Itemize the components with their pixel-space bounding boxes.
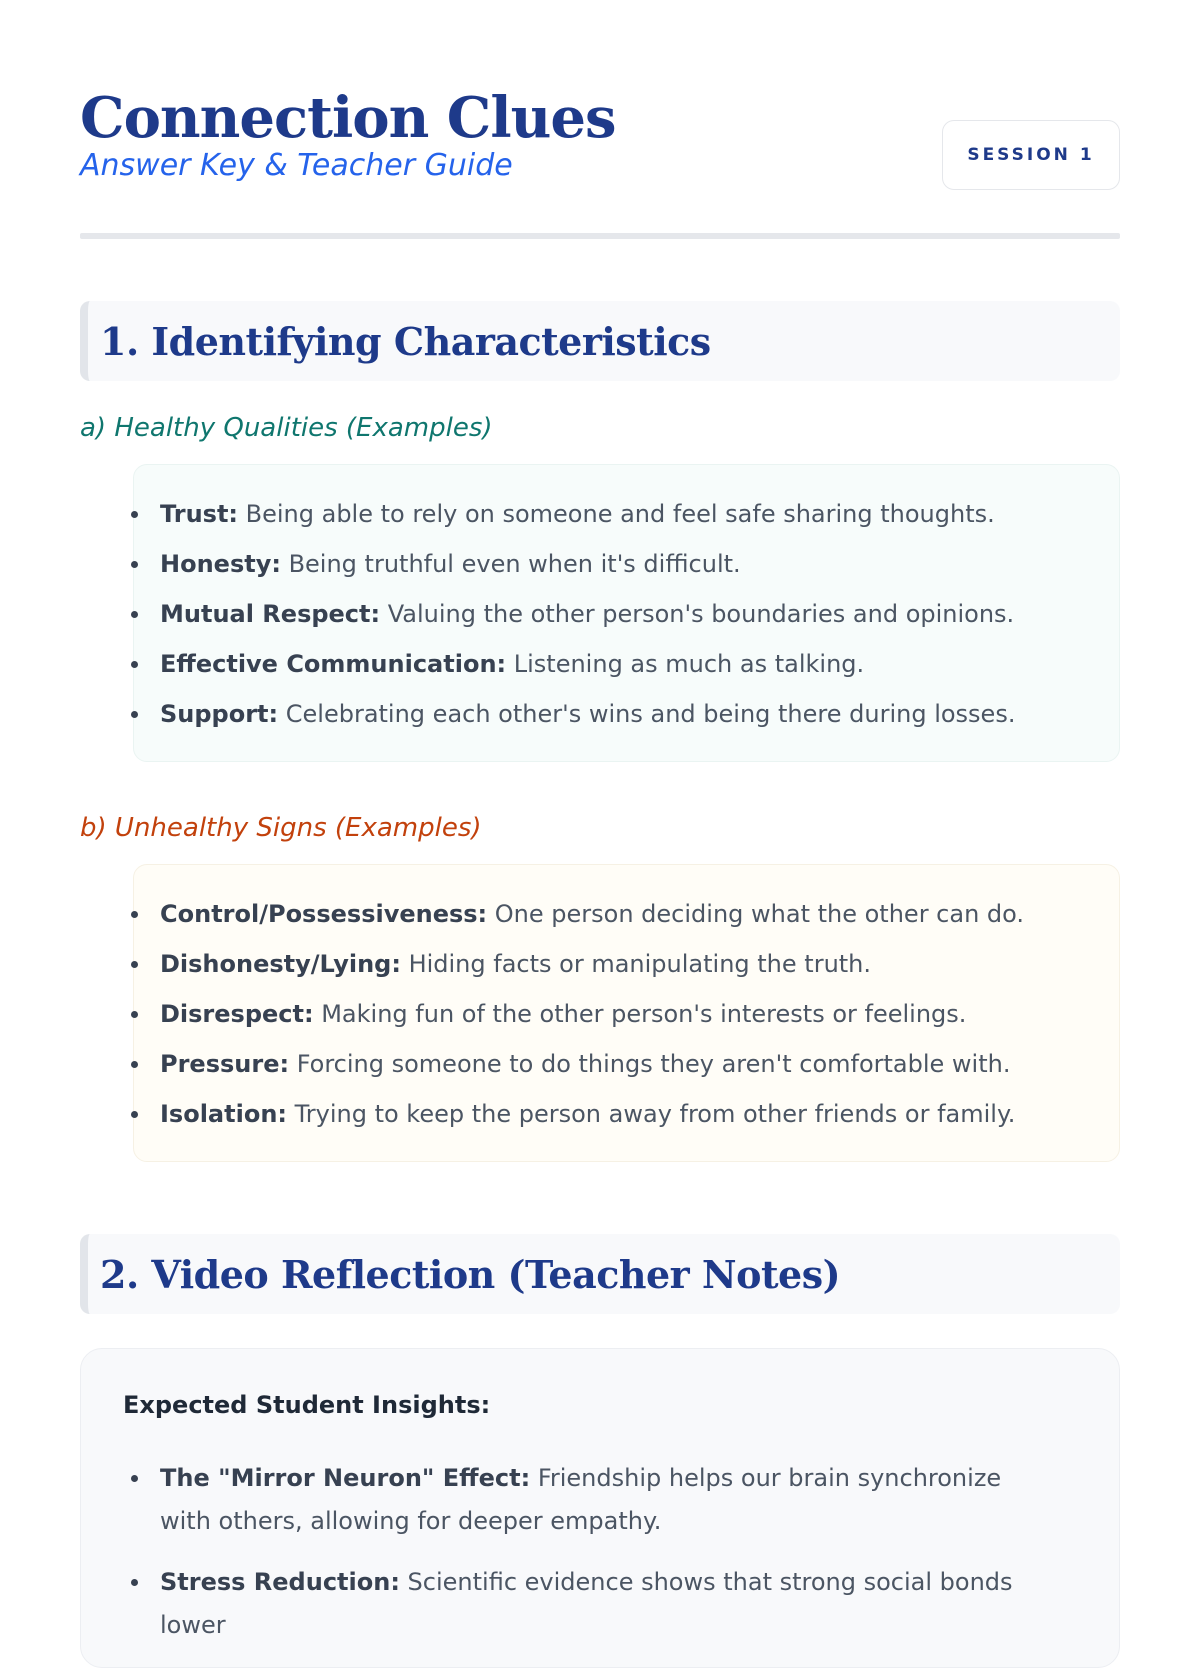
section-1-title: 1. Identifying Characteristics bbox=[100, 318, 711, 364]
section-1-heading bbox=[80, 301, 1120, 381]
list-item bbox=[131, 1089, 1024, 1139]
document-title: Connection Clues bbox=[80, 85, 616, 151]
item-text: One person deciding what the other can do. bbox=[487, 900, 1025, 928]
document-subtitle: Answer Key & Teacher Guide bbox=[80, 148, 513, 183]
section-2-heading bbox=[80, 1234, 1120, 1314]
item-text: Being truthful even when it's difficult. bbox=[280, 550, 741, 578]
document-page bbox=[80, 80, 1120, 1639]
list-item bbox=[131, 1039, 1024, 1089]
item-term: Trust: bbox=[160, 500, 239, 528]
item-term: The "Mirror Neuron" Effect: bbox=[160, 1464, 531, 1492]
item-text: Valuing the other person's boundaries and opinions. bbox=[380, 600, 1015, 628]
item-text: Making fun of the other person's interests or feelings. bbox=[313, 1000, 967, 1028]
list-item bbox=[131, 1457, 1051, 1543]
list-item bbox=[131, 939, 1024, 989]
item-term: Honesty: bbox=[160, 550, 281, 578]
unhealthy-signs-list bbox=[131, 889, 1024, 1139]
list-item bbox=[131, 639, 1015, 689]
unhealthy-signs-box bbox=[133, 864, 1120, 1162]
header-divider bbox=[80, 233, 1120, 239]
session-badge: SESSION 1 bbox=[942, 120, 1120, 190]
item-term: Stress Reduction: bbox=[160, 1568, 400, 1596]
item-term: Disrespect: bbox=[160, 1000, 314, 1028]
student-insights-list bbox=[131, 1457, 1051, 1665]
item-term: Mutual Respect: bbox=[160, 600, 381, 628]
list-item bbox=[131, 989, 1024, 1039]
notes-heading: Expected Student Insights: bbox=[123, 1391, 491, 1419]
list-item bbox=[131, 539, 1015, 589]
item-term: Control/Possessiveness: bbox=[160, 900, 488, 928]
list-item bbox=[131, 1561, 1051, 1647]
item-text: Hiding facts or manipulating the truth. bbox=[400, 950, 872, 978]
item-text: Trying to keep the person away from other friends or family. bbox=[287, 1100, 1016, 1128]
teacher-notes-card bbox=[80, 1348, 1120, 1668]
document-header bbox=[80, 80, 1120, 240]
item-term: Effective Communication: bbox=[160, 650, 507, 678]
list-item bbox=[131, 489, 1015, 539]
item-text: Listening as much as talking. bbox=[506, 650, 865, 678]
list-item bbox=[131, 589, 1015, 639]
unhealthy-signs-heading: b) Unhealthy Signs (Examples) bbox=[80, 813, 482, 843]
section-2-title: 2. Video Reflection (Teacher Notes) bbox=[100, 1251, 841, 1297]
item-text: Scientific evidence shows that strong social bonds lower bbox=[160, 1568, 1013, 1639]
item-term: Support: bbox=[160, 700, 279, 728]
item-text: Celebrating each other's wins and being there during losses. bbox=[278, 700, 1016, 728]
healthy-qualities-box bbox=[133, 464, 1120, 762]
item-text: Being able to rely on someone and feel safe sharing thoughts. bbox=[238, 500, 995, 528]
item-term: Isolation: bbox=[160, 1100, 287, 1128]
healthy-qualities-heading: a) Healthy Qualities (Examples) bbox=[80, 413, 493, 443]
item-term: Pressure: bbox=[160, 1050, 290, 1078]
item-text: Friendship helps our brain synchronize with others, allowing for deeper empathy. bbox=[160, 1464, 1002, 1535]
item-term: Dishonesty/Lying: bbox=[160, 950, 401, 978]
list-item bbox=[131, 889, 1024, 939]
healthy-qualities-list bbox=[131, 489, 1015, 739]
item-text: Forcing someone to do things they aren't comfortable with. bbox=[289, 1050, 1011, 1078]
list-item bbox=[131, 689, 1015, 739]
